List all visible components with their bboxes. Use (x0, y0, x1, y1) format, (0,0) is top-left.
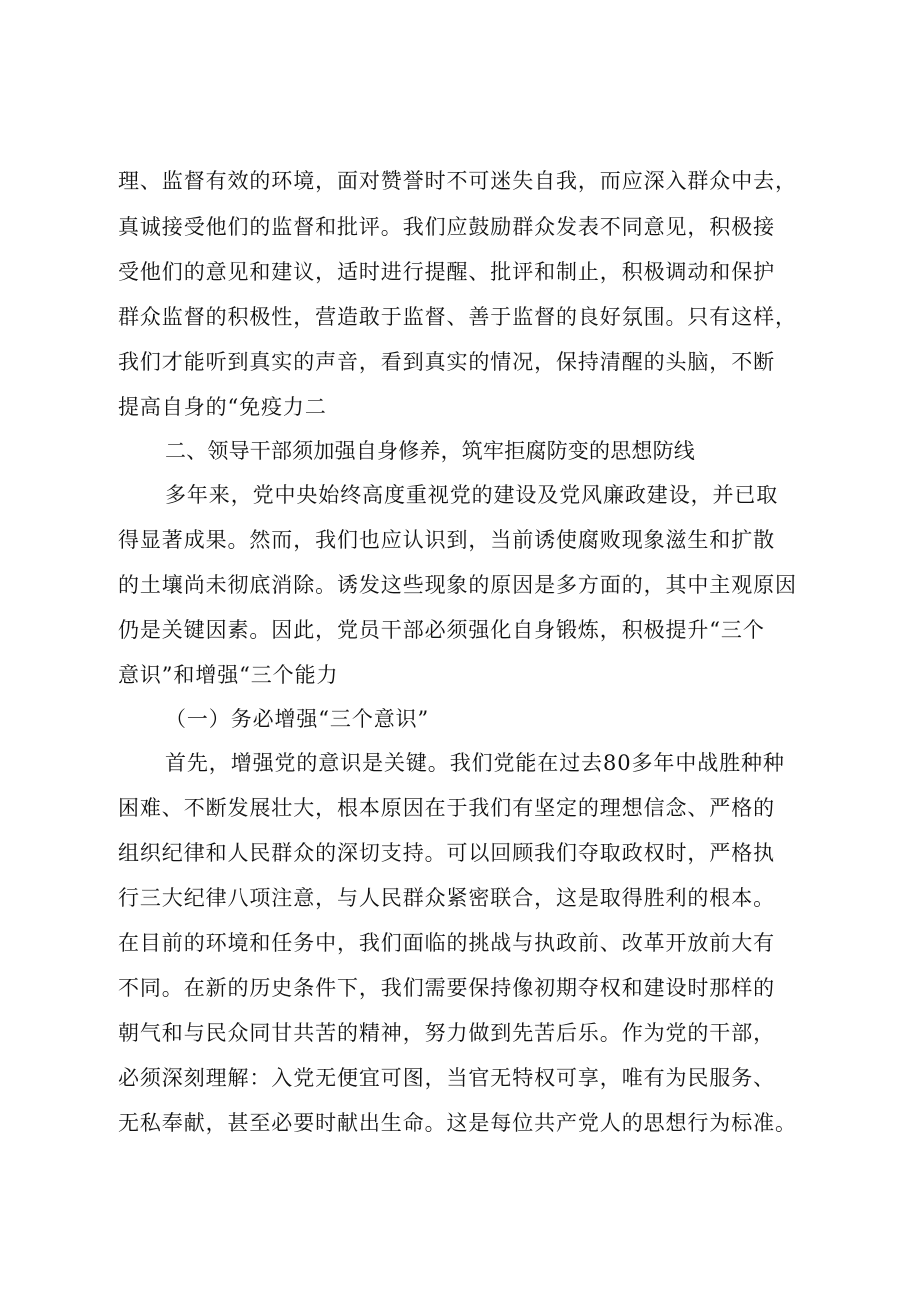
paragraph-line: 必须深刻理解：入党无便宜可图，当官无特权可享，唯有为民服务、 (118, 1066, 775, 1090)
paragraph-line: 群众监督的积极性，营造敢于监督、善于监督的良好氛围。只有这样， (118, 305, 797, 329)
paragraph-line: 的土壤尚未彻底消除。诱发这些现象的原因是多方面的，其中主观原因 (118, 573, 797, 597)
section-heading: 二、领导干部须加强自身修养，筑牢拒腐防变的思想防线 (165, 439, 695, 463)
subsection-heading: （一）务必增强“三个意识” (165, 707, 430, 731)
paragraph-line: 组织纪律和人民群众的深切支持。可以回顾我们夺取政权时，严格执 (118, 841, 775, 865)
paragraph-line: 意识”和增强“三个能力 (118, 663, 339, 687)
paragraph-line: 受他们的意见和建议，适时进行提醒、批评和制止，积极调动和保护 (118, 260, 775, 284)
paragraph-line: 真诚接受他们的监督和批评。我们应鼓励群众发表不同意见，积极接 (118, 215, 775, 239)
paragraph-line: 无私奉献，甚至必要时献出生命。这是每位共产党人的思想行为标准。 (118, 1111, 797, 1135)
paragraph-line: 得显著成果。然而，我们也应认识到，当前诱使腐败现象滋生和扩散 (118, 528, 775, 552)
paragraph-line: 仍是关键因素。因此，党员干部必须强化自身锻炼，积极提升“三个 (118, 618, 765, 642)
paragraph-line: 不同。在新的历史条件下，我们需要保持像初期夺权和建设时那样的 (118, 976, 775, 1000)
paragraph-line: 在目前的环境和任务中，我们面临的挑战与执政前、改革开放前大有 (118, 931, 775, 955)
paragraph-line: 多年来，党中央始终高度重视党的建设及党风廉政建设，并已取 (165, 483, 779, 507)
paragraph-line: 行三大纪律八项注意，与人民群众紧密联合，这是取得胜利的根本。 (118, 886, 775, 910)
paragraph-line: 理、监督有效的环境，面对赞誉时不可迷失自我，而应深入群众中去， (118, 169, 797, 193)
paragraph-line: 提高自身的“免疫力二 (118, 395, 327, 419)
paragraph-line: 我们才能听到真实的声音，看到真实的情况，保持清醒的头脑，不断 (118, 350, 775, 374)
paragraph-line: 朝气和与民众同甘共苦的精神，努力做到先苦后乐。作为党的干部， (118, 1021, 775, 1045)
paragraph-line: 首先，增强党的意识是关键。我们党能在过去80多年中战胜种种 (165, 751, 785, 775)
paragraph-line: 困难、不断发展壮大，根本原因在于我们有坚定的理想信念、严格的 (118, 796, 775, 820)
